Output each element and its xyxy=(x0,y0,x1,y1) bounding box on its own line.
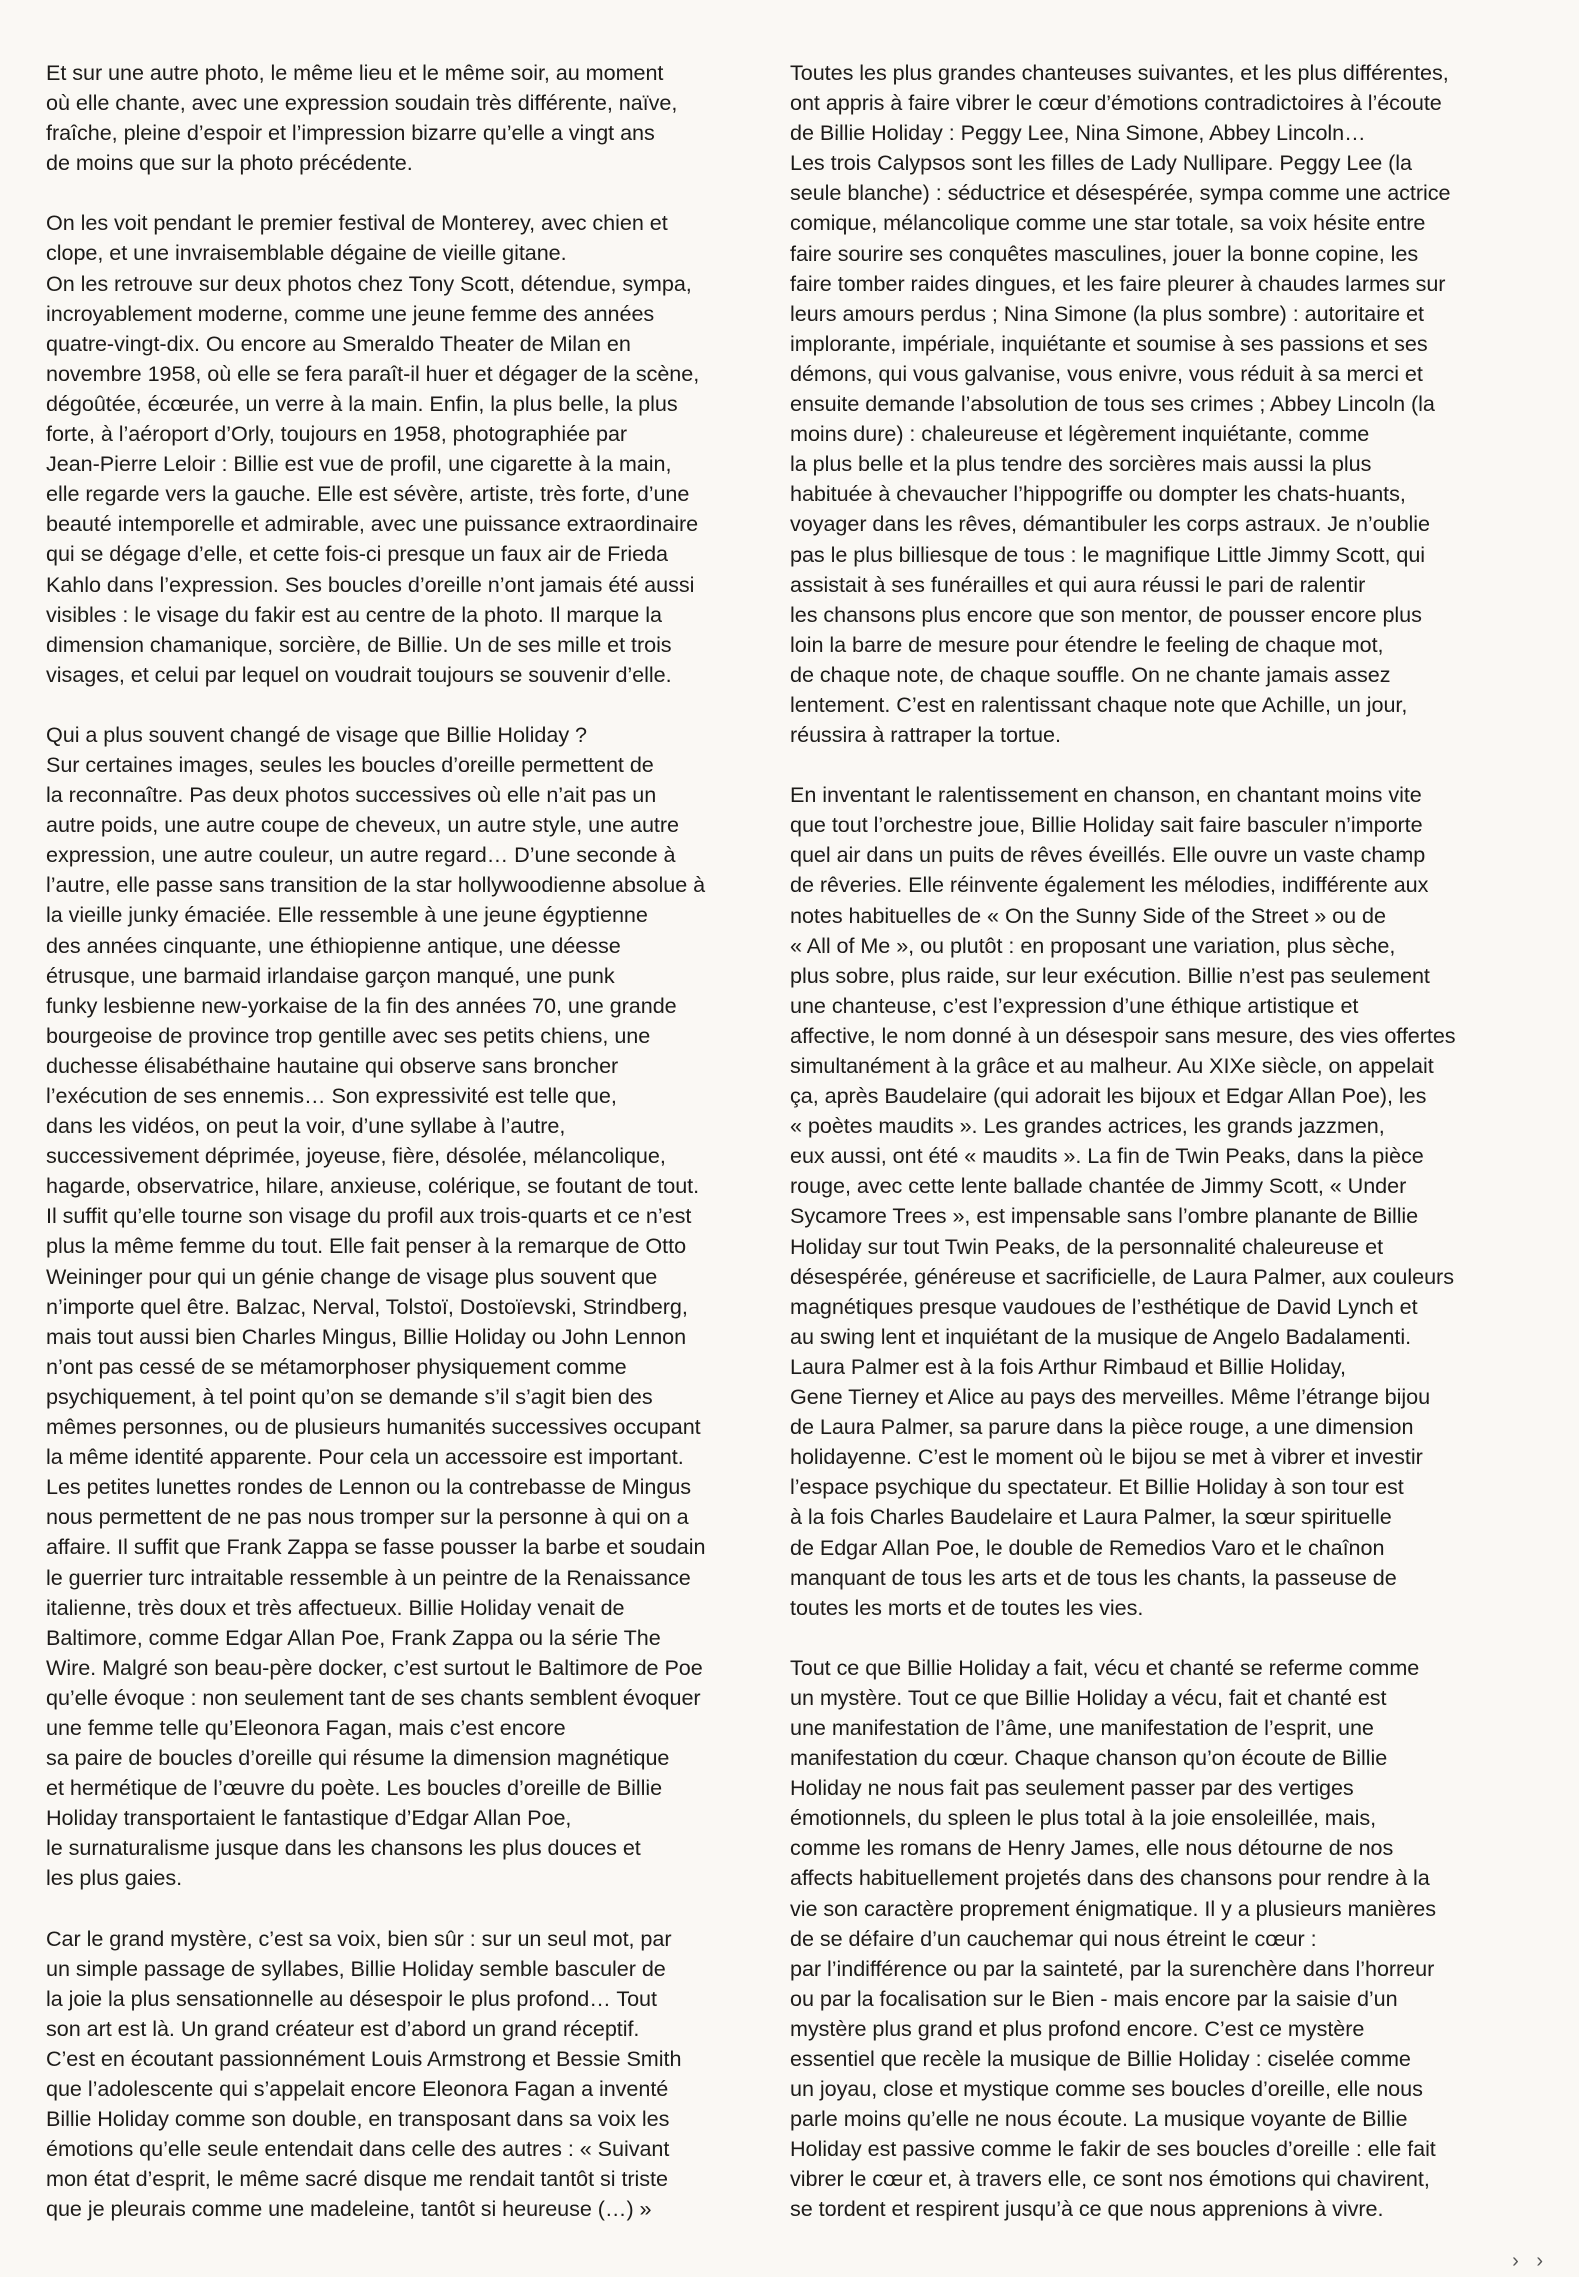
paragraph: Tout ce que Billie Holiday a fait, vécu et chanté se referme comme un mystère. Tout ce que Billie Holiday a vécu, fait et chanté est une manifestation de l’âme, une manifestation de l’esprit, une manifestation du cœur. Chaque chanson qu’on écoute de Billie Holiday ne nous fait pas seulement passer par des vertiges émotionnels, du spleen le plus total à la joie ensoleillée, mais, comme les romans de Henry James, elle nous détourne de nos affects habituellement projetés dans des chansons pour rendre à la vie son caractère proprement énigmatique. Il y a plusieurs manières de se défaire d’un cauchemar qui nous étreint le cœur : par l’indifférence ou par la sainteté, par la surenchère dans l’horreur ou par la focalisation sur le Bien - mais encore par la saisie d’un mystère plus grand et plus profond encore. C’est ce mystère essentiel que recèle la musique de Billie Holiday : ciselée comme un joyau, close et mystique comme ses boucles d’oreille, elle nous parle moins qu’elle ne nous écoute. La musique voyante de Billie Holiday est passive comme le fakir de ses boucles d’oreille : elle fait vibrer le cœur et, à travers elle, ce sont nos émotions qui chavirent, se tordent et respirent jusqu’à ce que nous apprenions à vivre. xyxy=(790,1654,1436,2222)
paragraph: On les voit pendant le premier festival de Monterey, avec chien et clope, et une invraisemblable dégaine de vieille gitane. On les retrouve sur deux photos chez Tony Scott, détendue, sympa, incroyablement moderne, comme une jeune femme des années quatre-vingt-dix. Ou encore au Smeraldo Theater de Milan en novembre 1958, où elle se fera paraît-il huer et dégager de la scène, dégoûtée, écœurée, un verre à la main. Enfin, la plus belle, la plus forte, à l’aéroport d’Orly, toujours en 1958, photographiée par Jean-Pierre Leloir : Billie est vue de profil, une cigarette à la main, elle regarde vers la gauche. Elle est sévère, artiste, très forte, d’une beauté intemporelle et admirable, avec une puissance extraordinaire qui se dégage d’elle, et cette fois-ci presque un faux air de Frieda Kahlo dans l’expression. Ses boucles d’oreille n’ont jamais été aussi visibles : le visage du fakir est au centre de la photo. Il marque la dimension chamanique, sorcière, de Billie. Un de ses mille et trois visages, et celui par lequel on voudrait toujours se souvenir d’elle. xyxy=(46,210,700,687)
left-column xyxy=(46,58,758,2254)
paragraph: Et sur une autre photo, le même lieu et le même soir, au moment où elle chante, avec une expression soudain très différente, naïve, fraîche, pleine d’espoir et l’impression bizarre qu’elle a vingt ans de moins que sur la photo précédente. xyxy=(46,60,678,176)
paragraph: En inventant le ralentissement en chanson, en chantant moins vite que tout l’orchestre joue, Billie Holiday sait faire basculer n’importe quel air dans un puits de rêves éveillés. Elle ouvre un vaste champ de rêveries. Elle réinvente également les mélodies, indifférente aux notes habituelles de « On the Sunny Side of the Street » ou de « All of Me », ou plutôt : en proposant une variation, plus sèche, plus sobre, plus raide, sur leur exécution. Billie n’est pas seulement une chanteuse, c’est l’expression d’une éthique artistique et affective, le nom donné à un désespoir sans mesure, des vies offertes simultanément à la grâce et au malheur. Au XIXe siècle, on appelait ça, après Baudelaire (qui adorait les bijoux et Edgar Allan Poe), les « poètes maudits ». Les grandes actrices, les grands jazzmen, eux aussi, ont été « maudits ». La fin de Twin Peaks, dans la pièce rouge, avec cette lente ballade chantée de Jimmy Scott, « Under Sycamore Trees », est impensable sans l’ombre planante de Billie Holiday sur tout Twin Peaks, de la personnalité chaleureuse et désespérée, généreuse et sacrificielle, de Laura Palmer, aux couleurs magnétiques presque vaudoues de l’esthétique de David Lynch et au swing lent et inquiétant de la musique de Angelo Badalamenti. Laura Palmer est à la fois Arthur Rimbaud et Billie Holiday, Gene Tierney et Alice au pays des merveilles. Même l’étrange bijou de Laura Palmer, sa parure dans la pièce rouge, a une dimension holidayenne. C’est le moment où le bijou se met à vibrer et investir l’espace psychique du spectateur. Et Billie Holiday à son tour est à la fois Charles Baudelaire et Laura Palmer, la sœur spirituelle de Edgar Allan Poe, le double de Remedios Varo et le chaînon manquant de tous les arts et de tous les chants, la passeuse de toutes les morts et de toutes les vies. xyxy=(790,782,1456,1620)
right-column xyxy=(790,58,1502,2255)
paragraph: Car le grand mystère, c’est sa voix, bien sûr : sur un seul mot, par un simple passage de syllabes, Billie Holiday semble basculer de la joie la plus sensationnelle au désespoir le plus profond… Tout son art est là. Un grand créateur est d’abord un grand réceptif. C’est en écoutant passionnément Louis Armstrong et Bessie Smith que l’adolescente qui s’appelait encore Eleonora Fagan a inventé Billie Holiday comme son double, en transposant dans sa voix les émotions qu’elle seule entendait dans celle des autres : « Suivant mon état d’esprit, le même sacré disque me rendait tantôt si triste que je pleurais comme une madeleine, tantôt si heureuse (…) » xyxy=(46,1925,682,2222)
page-continue-mark: › › xyxy=(1512,2250,1549,2272)
paragraph: Qui a plus souvent changé de visage que Billie Holiday ? Sur certaines images, seules les boucles d’oreille permettent de la reconnaître. Pas deux photos successives où elle n’ait pas un autre poids, une autre coupe de cheveux, un autre style, une autre expression, une autre couleur, un autre regard… D’une seconde à l’autre, elle passe sans transition de la star hollywoodienne absolue à la vieille junky émaciée. Elle ressemble à une jeune égyptienne des années cinquante, une éthiopienne antique, une déesse étrusque, une barmaid irlandaise garçon manqué, une punk funky lesbienne new-yorkaise de la fin des années 70, une grande bourgeoise de province trop gentille avec ses petits chiens, une duchesse élisabéthaine hautaine qui observe sans broncher l’exécution de ses ennemis… Son expressivité est telle que, dans les vidéos, on peut la voir, d’une syllabe à l’autre, successivement déprimée, joyeuse, fière, désolée, mélancolique, hagarde, observatrice, hilare, anxieuse, colérique, se foutant de tout. Il suffit qu’elle tourne son visage du profil aux trois-quarts et ce n’est plus la même femme du tout. Elle fait penser à la remarque de Otto Weininger pour qui un génie change de visage plus souvent que n’importe quel être. Balzac, Nerval, Tolstoï, Dostoïevski, Strindberg, mais tout aussi bien Charles Mingus, Billie Holiday ou John Lennon n’ont pas cessé de se métamorphoser physiquement comme psychiquement, à tel point qu’on se demande s’il s’agit bien des mêmes personnes, ou de plusieurs humanités successives occupant la même identité apparente. Pour cela un accessoire est important. Les petites lunettes rondes de Lennon ou la contrebasse de Mingus nous permettent de ne pas nous tromper sur la personne à qui on a affaire. Il suffit que Frank Zappa se fasse pousser la barbe et soudain le guerrier turc intraitable ressemble à un peintre de la Renaissance italienne, très doux et très affectueux. Billie Holiday venait de Baltimore, comme Edgar Allan Poe, Frank Zappa ou la série The Wire. Malgré son beau-père docker, c’est surtout le Baltimore de Poe qu’elle évoque : non seulement tant de ses chants semblent évoquer une femme telle qu’Eleonora Fagan, mais c’est encore sa paire de boucles d’oreille qui résume la dimension magnétique et hermétique de l’œuvre du poète. Les boucles d’oreille de Billie Holiday transportaient le fantastique d’Edgar Allan Poe, le surnaturalisme jusque dans les chansons les plus douces et les plus gaies. xyxy=(46,721,706,1891)
paragraph: Toutes les plus grandes chanteuses suivantes, et les plus différentes, ont appris à faire vibrer le cœur d’émotions contradictoires à l’écoute de Billie Holiday : Peggy Lee, Nina Simone, Abbey Lincoln… Les trois Calypsos sont les filles de Lady Nullipare. Peggy Lee (la seule blanche) : séductrice et désespérée, sympa comme une actrice comique, mélancolique comme une star totale, sa voix hésite entre faire sourire ses conquêtes masculines, jouer la bonne copine, les faire tomber raides dingues, et les faire pleurer à chaudes larmes sur leurs amours perdus ; Nina Simone (la plus sombre) : autoritaire et implorante, impériale, inquiétante et soumise à ses passions et ses démons, qui vous galvanise, vous enivre, vous réduit à sa merci et ensuite demande l’absolution de tous ses crimes ; Abbey Lincoln (la moins dure) : chaleureuse et légèrement inquiétante, comme la plus belle et la plus tendre des sorcières mais aussi la plus habituée à chevaucher l’hippogriffe ou dompter les chats-huants, voyager dans les rêves, démantibuler les corps astraux. Je n’oublie pas le plus billiesque de tous : le magnifique Little Jimmy Scott, qui assistait à ses funérailles et qui aura réussi le pari de ralentir les chansons plus encore que son mentor, de pousser encore plus loin la barre de mesure pour étendre le feeling de chaque mot, de chaque note, de chaque souffle. On ne chante jamais assez lentement. C’est en ralentissant chaque note que Achille, un jour, réussira à rattraper la tortue. xyxy=(790,60,1451,748)
